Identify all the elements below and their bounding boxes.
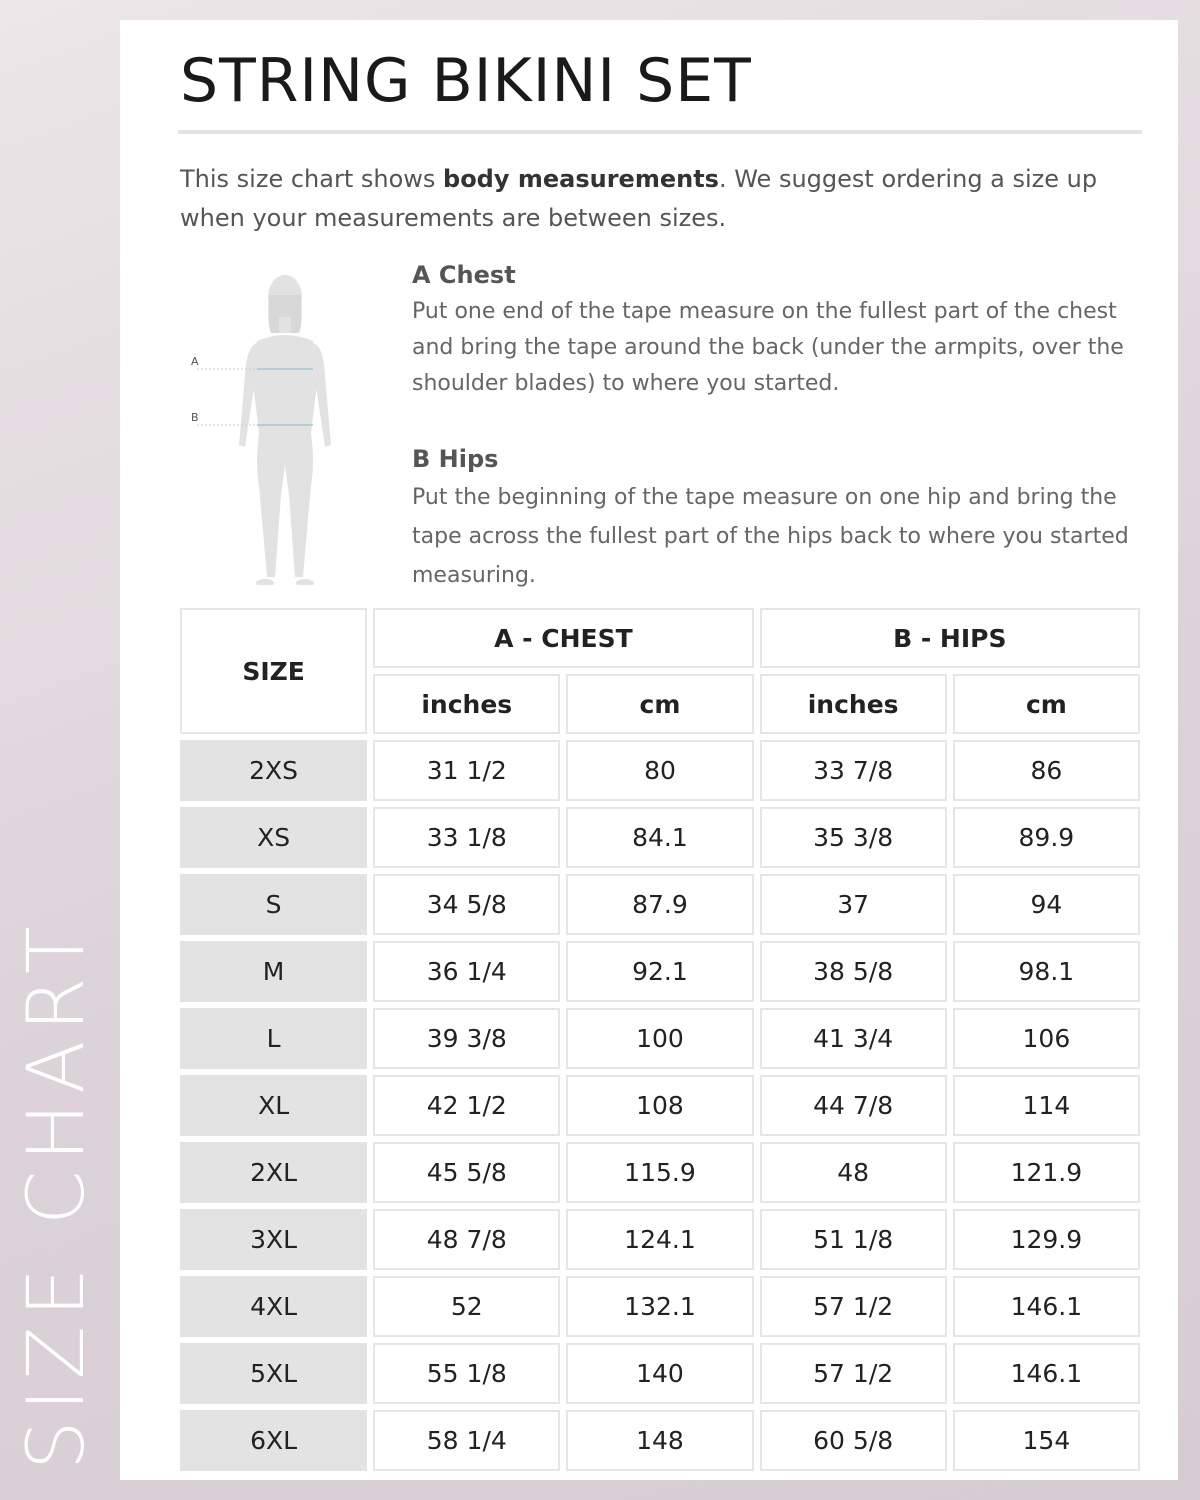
measurement-cell: 48 7/8 <box>373 1209 560 1270</box>
measurement-cell: 98.1 <box>953 941 1140 1002</box>
measurement-cell: 94 <box>953 874 1140 935</box>
title-divider <box>178 130 1142 134</box>
size-cell: XL <box>180 1075 367 1136</box>
measurement-cell: 146.1 <box>953 1343 1140 1404</box>
measurement-cell: 57 1/2 <box>760 1276 947 1337</box>
intro-text <box>180 160 1140 238</box>
measurement-cell: 92.1 <box>566 941 753 1002</box>
figure-label-a: A <box>191 355 199 368</box>
unit-header: cm <box>566 674 753 734</box>
measurement-cell: 52 <box>373 1276 560 1337</box>
measurement-chest-text: Put one end of the tape measure on the fullest part of the chest and bring the tape around the back (under the armpits, over the shoulder blades) to where you started. <box>412 299 1124 396</box>
measurement-chest <box>412 258 1152 402</box>
size-cell: 4XL <box>180 1276 367 1337</box>
size-cell: M <box>180 941 367 1002</box>
size-cell: XS <box>180 807 367 868</box>
size-cell: L <box>180 1008 367 1069</box>
intro-after: . We suggest ordering a size up when your measurements are between sizes. <box>180 165 1098 232</box>
unit-header: cm <box>953 674 1140 734</box>
figure-label-b: B <box>191 411 199 424</box>
measurement-cell: 42 1/2 <box>373 1075 560 1136</box>
measurement-cell: 60 5/8 <box>760 1410 947 1471</box>
measurement-cell: 37 <box>760 874 947 935</box>
measurement-cell: 38 5/8 <box>760 941 947 1002</box>
measurement-cell: 115.9 <box>566 1142 753 1203</box>
chest-group-header: A - CHEST <box>373 608 753 668</box>
size-table-body <box>180 740 1140 1471</box>
measurement-instructions <box>412 258 1152 595</box>
measurement-cell: 57 1/2 <box>760 1343 947 1404</box>
measurement-cell: 124.1 <box>566 1209 753 1270</box>
measurement-cell: 89.9 <box>953 807 1140 868</box>
measurement-cell: 100 <box>566 1008 753 1069</box>
measurement-cell: 87.9 <box>566 874 753 935</box>
intro-bold: body measurements <box>443 165 719 193</box>
measurement-cell: 58 1/4 <box>373 1410 560 1471</box>
table-row <box>180 1209 1140 1270</box>
unit-header: inches <box>373 674 560 734</box>
table-row <box>180 1008 1140 1069</box>
measurement-cell: 55 1/8 <box>373 1343 560 1404</box>
measurement-cell: 51 1/8 <box>760 1209 947 1270</box>
measurement-cell: 108 <box>566 1075 753 1136</box>
size-header: SIZE <box>180 608 367 734</box>
table-row <box>180 1343 1140 1404</box>
size-cell: 2XL <box>180 1142 367 1203</box>
measurement-cell: 154 <box>953 1410 1140 1471</box>
size-cell: S <box>180 874 367 935</box>
measurement-cell: 33 1/8 <box>373 807 560 868</box>
measurement-cell: 35 3/8 <box>760 807 947 868</box>
measurement-cell: 80 <box>566 740 753 801</box>
measurement-cell: 86 <box>953 740 1140 801</box>
body-silhouette-icon <box>185 265 335 585</box>
measurement-cell: 31 1/2 <box>373 740 560 801</box>
size-cell: 5XL <box>180 1343 367 1404</box>
measurement-cell: 45 5/8 <box>373 1142 560 1203</box>
measurement-cell: 33 7/8 <box>760 740 947 801</box>
hips-group-header: B - HIPS <box>760 608 1140 668</box>
measurement-cell: 121.9 <box>953 1142 1140 1203</box>
table-row <box>180 1075 1140 1136</box>
measurement-cell: 48 <box>760 1142 947 1203</box>
size-chart-card <box>120 20 1178 1480</box>
measurement-hips-text: Put the beginning of the tape measure on one hip and bring the tape across the fullest part of the hips back to where you started measuring. <box>412 485 1129 588</box>
table-row <box>180 1410 1140 1471</box>
measurement-hips <box>412 442 1152 595</box>
table-row <box>180 807 1140 868</box>
table-row <box>180 874 1140 935</box>
page-title: STRING BIKINI SET <box>180 46 752 116</box>
table-row <box>180 941 1140 1002</box>
size-table <box>174 602 1146 1477</box>
measurement-cell: 140 <box>566 1343 753 1404</box>
measurement-chest-heading: A Chest <box>412 261 516 289</box>
table-row <box>180 740 1140 801</box>
size-cell: 3XL <box>180 1209 367 1270</box>
measurement-hips-heading: B Hips <box>412 445 499 473</box>
table-row <box>180 1276 1140 1337</box>
intro-before: This size chart shows <box>180 165 444 193</box>
measurement-cell: 44 7/8 <box>760 1075 947 1136</box>
measurement-cell: 41 3/4 <box>760 1008 947 1069</box>
measurement-cell: 148 <box>566 1410 753 1471</box>
measurement-cell: 132.1 <box>566 1276 753 1337</box>
table-row <box>180 1142 1140 1203</box>
side-label: SIZE CHART <box>12 917 102 1470</box>
size-cell: 2XS <box>180 740 367 801</box>
unit-header: inches <box>760 674 947 734</box>
measurement-cell: 34 5/8 <box>373 874 560 935</box>
measurement-cell: 39 3/8 <box>373 1008 560 1069</box>
measurement-cell: 84.1 <box>566 807 753 868</box>
measurement-cell: 114 <box>953 1075 1140 1136</box>
measurement-cell: 129.9 <box>953 1209 1140 1270</box>
size-cell: 6XL <box>180 1410 367 1471</box>
measurement-cell: 146.1 <box>953 1276 1140 1337</box>
measurement-cell: 106 <box>953 1008 1140 1069</box>
measurement-cell: 36 1/4 <box>373 941 560 1002</box>
